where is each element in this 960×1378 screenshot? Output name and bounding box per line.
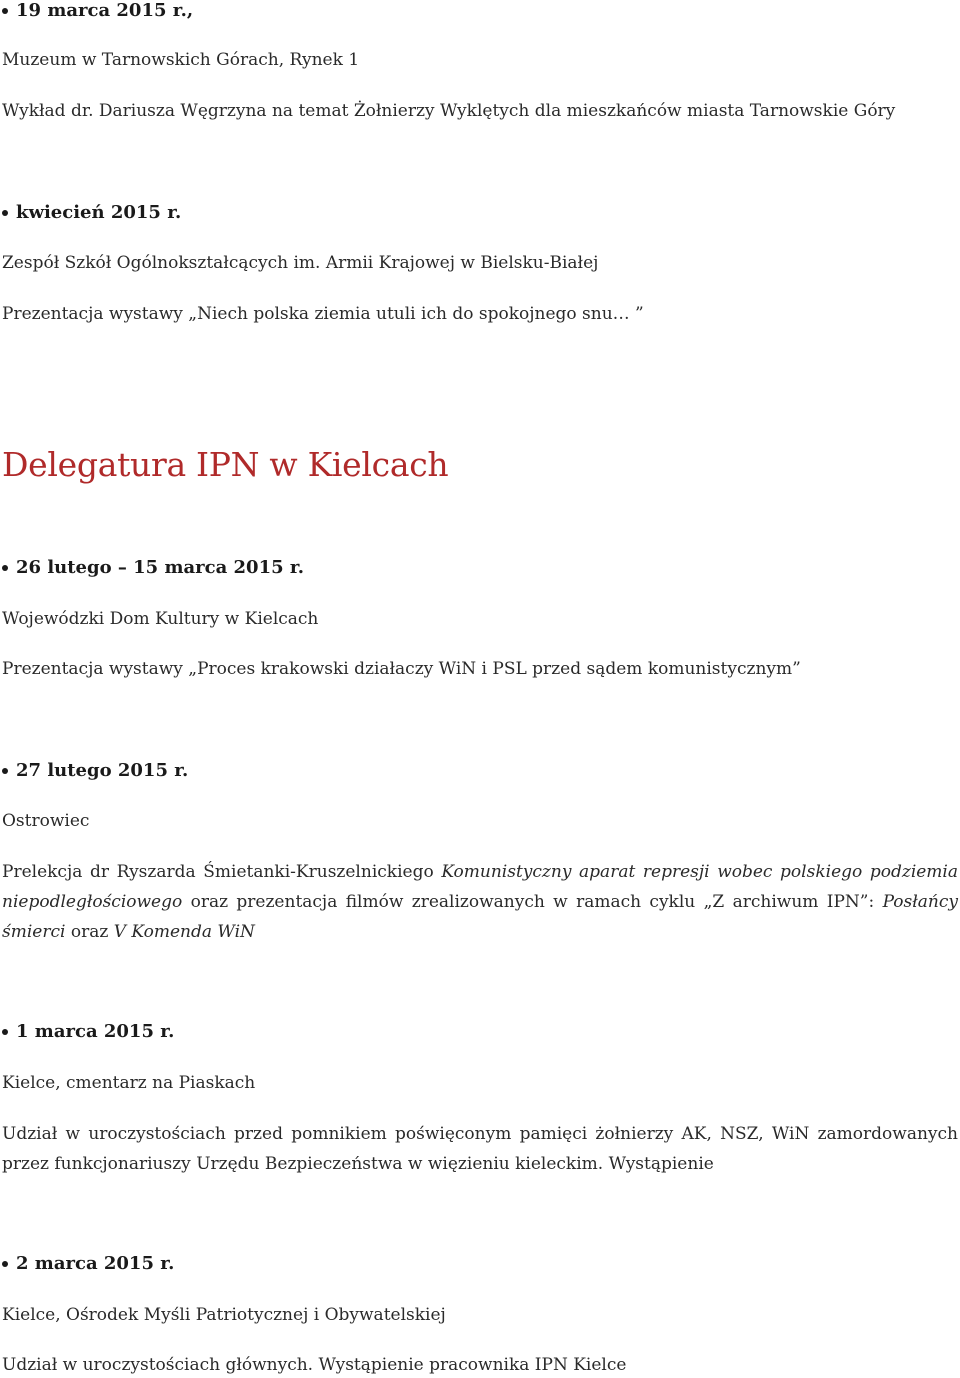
- bullet-icon: [2, 8, 8, 14]
- event-description: Prezentacja wystawy „Niech polska ziemia utuli ich do spokojnego snu… ”: [2, 304, 644, 324]
- event-date-item: [0, 557, 304, 578]
- section-heading: Delegatura IPN w Kielcach: [2, 445, 449, 484]
- event-place: Wojewódzki Dom Kultury w Kielcach: [2, 609, 319, 629]
- event-description: Udział w uroczystościach głównych. Wystąpienie pracownika IPN Kielce: [2, 1355, 627, 1375]
- event-place: Zespół Szkół Ogólnokształcących im. Armii Krajowej w Bielsku-Białej: [2, 253, 599, 273]
- bullet-icon: [2, 210, 8, 216]
- description-text: oraz: [65, 922, 114, 942]
- event-description: Prezentacja wystawy „Proces krakowski działaczy WiN i PSL przed sądem komunistycznym”: [2, 659, 801, 679]
- event-date: 1 marca 2015 r.: [16, 1021, 175, 1042]
- event-date-item: [0, 1021, 174, 1042]
- event-date: 26 lutego – 15 marca 2015 r.: [16, 557, 304, 578]
- film-title: Posłańcy śmierci: [2, 892, 958, 942]
- event-place: Ostrowiec: [2, 811, 90, 831]
- event-date: 27 lutego 2015 r.: [16, 760, 189, 781]
- event-date: kwiecień 2015 r.: [16, 202, 182, 223]
- event-date: 19 marca 2015 r.,: [16, 0, 194, 21]
- description-text: oraz prezentacja filmów zrealizowanych w ramach cyklu „Z archiwum IPN”:: [182, 892, 883, 912]
- description-text: Prelekcja dr Ryszarda Śmietanki-Kruszelnickiego: [2, 862, 442, 882]
- event-place: Muzeum w Tarnowskich Górach, Rynek 1: [2, 50, 360, 70]
- event-date-item: [0, 0, 193, 21]
- film-title: V Komenda WiN: [113, 922, 255, 942]
- bullet-icon: [2, 768, 8, 774]
- event-description: Udział w uroczystościach przed pomnikiem poświęconym pamięci żołnierzy AK, NSZ, WiN zamordowanych przez funkcjonariuszy Urzędu Bezpieczeństwa w więzieniu kieleckim. Wystąpienie: [2, 1124, 958, 1174]
- event-date-item: [0, 1253, 174, 1274]
- event-place: Kielce, cmentarz na Piaskach: [2, 1073, 256, 1093]
- bullet-icon: [2, 565, 8, 571]
- lecture-title: Komunistyczny aparat represji wobec polskiego podziemia niepodległościowego: [2, 862, 959, 912]
- event-date-item: [0, 202, 181, 223]
- event-date: 2 marca 2015 r.: [16, 1253, 175, 1274]
- bullet-icon: [2, 1261, 8, 1267]
- bullet-icon: [2, 1029, 8, 1035]
- event-date-item: [0, 760, 188, 781]
- event-place: Kielce, Ośrodek Myśli Patriotycznej i Obywatelskiej: [2, 1305, 446, 1325]
- event-description: Wykład dr. Dariusza Węgrzyna na temat Żołnierzy Wyklętych dla mieszkańców miasta Tarnowskie Góry: [2, 101, 896, 121]
- event-description: [2, 857, 958, 947]
